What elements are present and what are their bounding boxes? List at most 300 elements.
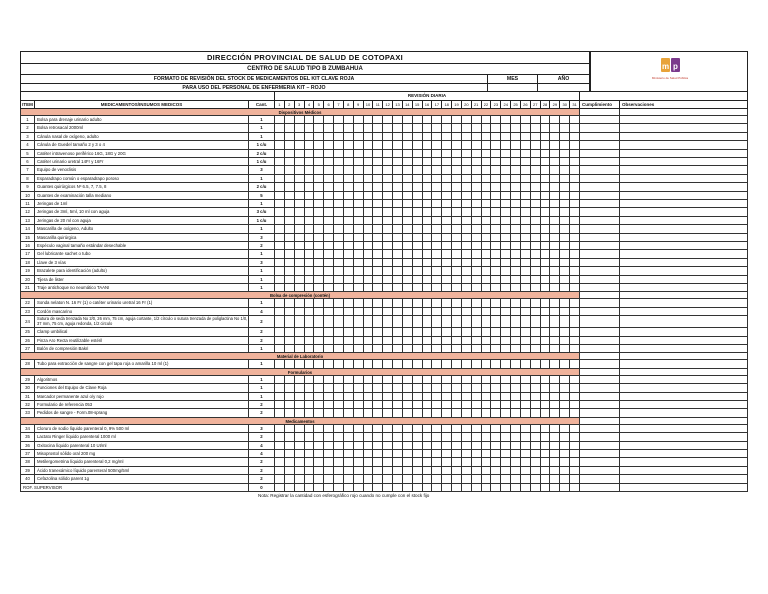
day-check-cell[interactable] — [462, 450, 472, 458]
day-check-cell[interactable] — [364, 234, 374, 242]
day-check-cell[interactable] — [482, 384, 492, 392]
compliance-cell[interactable] — [580, 133, 620, 141]
compliance-cell[interactable] — [580, 225, 620, 233]
day-check-cell[interactable] — [275, 345, 285, 353]
day-check-cell[interactable] — [482, 116, 492, 124]
day-check-cell[interactable] — [482, 242, 492, 250]
day-check-cell[interactable] — [472, 328, 482, 336]
day-check-cell[interactable] — [324, 360, 334, 368]
day-check-cell[interactable] — [275, 475, 285, 483]
day-check-cell[interactable] — [550, 345, 560, 353]
day-check-cell[interactable] — [344, 267, 354, 275]
day-check-cell[interactable] — [550, 242, 560, 250]
day-check-cell[interactable] — [364, 225, 374, 233]
compliance-cell[interactable] — [580, 450, 620, 458]
day-check-cell[interactable] — [305, 467, 315, 475]
day-check-cell[interactable] — [432, 284, 442, 292]
day-check-cell[interactable] — [314, 299, 324, 307]
day-check-cell[interactable] — [334, 200, 344, 208]
day-check-cell[interactable] — [462, 401, 472, 409]
day-check-cell[interactable] — [501, 284, 511, 292]
day-check-cell[interactable] — [423, 192, 433, 200]
day-check-cell[interactable] — [314, 484, 324, 492]
day-check-cell[interactable] — [354, 217, 364, 225]
day-check-cell[interactable] — [324, 442, 334, 450]
day-check-cell[interactable] — [541, 360, 551, 368]
day-check-cell[interactable] — [324, 484, 334, 492]
day-check-cell[interactable] — [570, 393, 580, 401]
day-check-cell[interactable] — [432, 442, 442, 450]
day-check-cell[interactable] — [334, 393, 344, 401]
day-check-cell[interactable] — [491, 299, 501, 307]
day-check-cell[interactable] — [383, 259, 393, 267]
day-check-cell[interactable] — [275, 192, 285, 200]
day-check-cell[interactable] — [570, 208, 580, 216]
day-check-cell[interactable] — [521, 376, 531, 384]
day-check-cell[interactable] — [364, 376, 374, 384]
day-check-cell[interactable] — [432, 484, 442, 492]
day-check-cell[interactable] — [324, 337, 334, 345]
day-check-cell[interactable] — [413, 150, 423, 158]
compliance-cell[interactable] — [580, 116, 620, 124]
day-check-cell[interactable] — [344, 393, 354, 401]
day-check-cell[interactable] — [413, 259, 423, 267]
day-check-cell[interactable] — [285, 116, 295, 124]
day-check-cell[interactable] — [344, 409, 354, 417]
compliance-cell[interactable] — [580, 124, 620, 132]
compliance-cell[interactable] — [580, 175, 620, 183]
day-check-cell[interactable] — [501, 124, 511, 132]
observations-cell[interactable] — [620, 200, 748, 208]
day-check-cell[interactable] — [472, 442, 482, 450]
day-check-cell[interactable] — [541, 217, 551, 225]
day-check-cell[interactable] — [314, 200, 324, 208]
observations-cell[interactable] — [620, 284, 748, 292]
day-check-cell[interactable] — [432, 242, 442, 250]
year-field[interactable] — [538, 84, 590, 92]
compliance-cell[interactable] — [580, 267, 620, 275]
day-check-cell[interactable] — [373, 166, 383, 174]
day-check-cell[interactable] — [373, 200, 383, 208]
day-check-cell[interactable] — [452, 133, 462, 141]
day-check-cell[interactable] — [550, 150, 560, 158]
day-check-cell[interactable] — [472, 208, 482, 216]
day-check-cell[interactable] — [344, 158, 354, 166]
day-check-cell[interactable] — [472, 450, 482, 458]
day-check-cell[interactable] — [413, 284, 423, 292]
day-check-cell[interactable] — [324, 467, 334, 475]
day-check-cell[interactable] — [403, 316, 413, 328]
day-check-cell[interactable] — [393, 234, 403, 242]
day-check-cell[interactable] — [521, 242, 531, 250]
day-check-cell[interactable] — [413, 250, 423, 258]
day-check-cell[interactable] — [560, 316, 570, 328]
day-check-cell[interactable] — [531, 141, 541, 149]
day-check-cell[interactable] — [373, 183, 383, 191]
day-check-cell[interactable] — [344, 141, 354, 149]
day-check-cell[interactable] — [462, 250, 472, 258]
day-check-cell[interactable] — [541, 141, 551, 149]
day-check-cell[interactable] — [560, 458, 570, 466]
day-check-cell[interactable] — [403, 337, 413, 345]
day-check-cell[interactable] — [324, 225, 334, 233]
day-check-cell[interactable] — [511, 183, 521, 191]
day-check-cell[interactable] — [570, 484, 580, 492]
day-check-cell[interactable] — [285, 337, 295, 345]
day-check-cell[interactable] — [314, 150, 324, 158]
day-check-cell[interactable] — [423, 150, 433, 158]
day-check-cell[interactable] — [344, 183, 354, 191]
day-check-cell[interactable] — [393, 328, 403, 336]
day-check-cell[interactable] — [373, 433, 383, 441]
day-check-cell[interactable] — [344, 316, 354, 328]
day-check-cell[interactable] — [491, 175, 501, 183]
day-check-cell[interactable] — [511, 376, 521, 384]
day-check-cell[interactable] — [472, 475, 482, 483]
day-check-cell[interactable] — [334, 467, 344, 475]
day-check-cell[interactable] — [531, 458, 541, 466]
day-check-cell[interactable] — [324, 409, 334, 417]
day-check-cell[interactable] — [531, 158, 541, 166]
day-check-cell[interactable] — [324, 124, 334, 132]
observations-cell[interactable] — [620, 442, 748, 450]
day-check-cell[interactable] — [511, 259, 521, 267]
day-check-cell[interactable] — [403, 124, 413, 132]
compliance-cell[interactable] — [580, 442, 620, 450]
day-check-cell[interactable] — [482, 458, 492, 466]
day-check-cell[interactable] — [305, 328, 315, 336]
day-check-cell[interactable] — [511, 316, 521, 328]
day-check-cell[interactable] — [541, 442, 551, 450]
day-check-cell[interactable] — [531, 401, 541, 409]
day-check-cell[interactable] — [560, 133, 570, 141]
observations-cell[interactable] — [620, 450, 748, 458]
day-check-cell[interactable] — [403, 299, 413, 307]
day-check-cell[interactable] — [521, 166, 531, 174]
day-check-cell[interactable] — [403, 192, 413, 200]
day-check-cell[interactable] — [334, 345, 344, 353]
day-check-cell[interactable] — [452, 267, 462, 275]
day-check-cell[interactable] — [285, 175, 295, 183]
day-check-cell[interactable] — [501, 360, 511, 368]
day-check-cell[interactable] — [413, 166, 423, 174]
day-check-cell[interactable] — [344, 475, 354, 483]
day-check-cell[interactable] — [403, 267, 413, 275]
day-check-cell[interactable] — [275, 433, 285, 441]
day-check-cell[interactable] — [560, 116, 570, 124]
day-check-cell[interactable] — [324, 200, 334, 208]
day-check-cell[interactable] — [383, 124, 393, 132]
day-check-cell[interactable] — [285, 250, 295, 258]
day-check-cell[interactable] — [521, 175, 531, 183]
day-check-cell[interactable] — [531, 433, 541, 441]
day-check-cell[interactable] — [334, 475, 344, 483]
day-check-cell[interactable] — [295, 133, 305, 141]
day-check-cell[interactable] — [403, 250, 413, 258]
observations-cell[interactable] — [620, 433, 748, 441]
day-check-cell[interactable] — [373, 175, 383, 183]
day-check-cell[interactable] — [354, 458, 364, 466]
day-check-cell[interactable] — [560, 200, 570, 208]
day-check-cell[interactable] — [442, 183, 452, 191]
day-check-cell[interactable] — [442, 475, 452, 483]
day-check-cell[interactable] — [344, 345, 354, 353]
day-check-cell[interactable] — [462, 133, 472, 141]
compliance-cell[interactable] — [580, 337, 620, 345]
day-check-cell[interactable] — [462, 116, 472, 124]
day-check-cell[interactable] — [452, 308, 462, 316]
day-check-cell[interactable] — [560, 401, 570, 409]
day-check-cell[interactable] — [541, 175, 551, 183]
day-check-cell[interactable] — [570, 442, 580, 450]
day-check-cell[interactable] — [482, 467, 492, 475]
day-check-cell[interactable] — [383, 225, 393, 233]
day-check-cell[interactable] — [354, 175, 364, 183]
day-check-cell[interactable] — [521, 208, 531, 216]
day-check-cell[interactable] — [383, 475, 393, 483]
day-check-cell[interactable] — [432, 308, 442, 316]
day-check-cell[interactable] — [354, 259, 364, 267]
day-check-cell[interactable] — [383, 116, 393, 124]
day-check-cell[interactable] — [295, 259, 305, 267]
day-check-cell[interactable] — [364, 141, 374, 149]
day-check-cell[interactable] — [314, 458, 324, 466]
day-check-cell[interactable] — [491, 259, 501, 267]
day-check-cell[interactable] — [570, 133, 580, 141]
day-check-cell[interactable] — [570, 267, 580, 275]
day-check-cell[interactable] — [373, 401, 383, 409]
day-check-cell[interactable] — [511, 337, 521, 345]
day-check-cell[interactable] — [393, 299, 403, 307]
day-check-cell[interactable] — [560, 234, 570, 242]
day-check-cell[interactable] — [354, 150, 364, 158]
day-check-cell[interactable] — [393, 442, 403, 450]
day-check-cell[interactable] — [344, 124, 354, 132]
day-check-cell[interactable] — [403, 116, 413, 124]
day-check-cell[interactable] — [295, 328, 305, 336]
day-check-cell[interactable] — [373, 299, 383, 307]
day-check-cell[interactable] — [531, 376, 541, 384]
day-check-cell[interactable] — [570, 276, 580, 284]
day-check-cell[interactable] — [501, 217, 511, 225]
day-check-cell[interactable] — [570, 360, 580, 368]
day-check-cell[interactable] — [383, 133, 393, 141]
day-check-cell[interactable] — [295, 433, 305, 441]
day-check-cell[interactable] — [403, 401, 413, 409]
day-check-cell[interactable] — [550, 158, 560, 166]
day-check-cell[interactable] — [275, 425, 285, 433]
day-check-cell[interactable] — [334, 158, 344, 166]
day-check-cell[interactable] — [521, 267, 531, 275]
day-check-cell[interactable] — [511, 124, 521, 132]
day-check-cell[interactable] — [452, 328, 462, 336]
day-check-cell[interactable] — [560, 384, 570, 392]
day-check-cell[interactable] — [560, 308, 570, 316]
day-check-cell[interactable] — [423, 200, 433, 208]
day-check-cell[interactable] — [472, 217, 482, 225]
day-check-cell[interactable] — [482, 401, 492, 409]
day-check-cell[interactable] — [344, 299, 354, 307]
day-check-cell[interactable] — [295, 267, 305, 275]
day-check-cell[interactable] — [570, 259, 580, 267]
compliance-cell[interactable] — [580, 183, 620, 191]
day-check-cell[interactable] — [334, 384, 344, 392]
day-check-cell[interactable] — [383, 450, 393, 458]
day-check-cell[interactable] — [511, 175, 521, 183]
day-check-cell[interactable] — [373, 284, 383, 292]
day-check-cell[interactable] — [570, 242, 580, 250]
day-check-cell[interactable] — [570, 450, 580, 458]
day-check-cell[interactable] — [354, 376, 364, 384]
day-check-cell[interactable] — [285, 158, 295, 166]
day-check-cell[interactable] — [521, 308, 531, 316]
day-check-cell[interactable] — [324, 242, 334, 250]
day-check-cell[interactable] — [511, 299, 521, 307]
day-check-cell[interactable] — [334, 166, 344, 174]
day-check-cell[interactable] — [364, 267, 374, 275]
day-check-cell[interactable] — [432, 299, 442, 307]
day-check-cell[interactable] — [472, 458, 482, 466]
day-check-cell[interactable] — [364, 284, 374, 292]
day-check-cell[interactable] — [472, 384, 482, 392]
day-check-cell[interactable] — [462, 337, 472, 345]
observations-cell[interactable] — [620, 384, 748, 392]
observations-cell[interactable] — [620, 141, 748, 149]
day-check-cell[interactable] — [305, 183, 315, 191]
day-check-cell[interactable] — [324, 376, 334, 384]
day-check-cell[interactable] — [442, 484, 452, 492]
day-check-cell[interactable] — [511, 150, 521, 158]
day-check-cell[interactable] — [383, 208, 393, 216]
day-check-cell[interactable] — [393, 376, 403, 384]
observations-cell[interactable] — [620, 401, 748, 409]
day-check-cell[interactable] — [423, 442, 433, 450]
day-check-cell[interactable] — [442, 217, 452, 225]
day-check-cell[interactable] — [275, 316, 285, 328]
day-check-cell[interactable] — [511, 242, 521, 250]
day-check-cell[interactable] — [423, 384, 433, 392]
day-check-cell[interactable] — [432, 158, 442, 166]
day-check-cell[interactable] — [462, 384, 472, 392]
day-check-cell[interactable] — [354, 242, 364, 250]
day-check-cell[interactable] — [314, 116, 324, 124]
day-check-cell[interactable] — [432, 150, 442, 158]
day-check-cell[interactable] — [285, 234, 295, 242]
day-check-cell[interactable] — [423, 475, 433, 483]
day-check-cell[interactable] — [285, 442, 295, 450]
day-check-cell[interactable] — [324, 401, 334, 409]
day-check-cell[interactable] — [383, 166, 393, 174]
day-check-cell[interactable] — [285, 183, 295, 191]
day-check-cell[interactable] — [462, 345, 472, 353]
day-check-cell[interactable] — [560, 259, 570, 267]
day-check-cell[interactable] — [275, 284, 285, 292]
day-check-cell[interactable] — [334, 458, 344, 466]
day-check-cell[interactable] — [373, 217, 383, 225]
day-check-cell[interactable] — [285, 433, 295, 441]
observations-cell[interactable] — [620, 166, 748, 174]
day-check-cell[interactable] — [354, 299, 364, 307]
compliance-cell[interactable] — [580, 475, 620, 483]
day-check-cell[interactable] — [442, 337, 452, 345]
day-check-cell[interactable] — [403, 308, 413, 316]
day-check-cell[interactable] — [570, 308, 580, 316]
day-check-cell[interactable] — [305, 141, 315, 149]
day-check-cell[interactable] — [295, 217, 305, 225]
day-check-cell[interactable] — [541, 401, 551, 409]
day-check-cell[interactable] — [295, 208, 305, 216]
day-check-cell[interactable] — [452, 158, 462, 166]
day-check-cell[interactable] — [550, 484, 560, 492]
day-check-cell[interactable] — [285, 360, 295, 368]
day-check-cell[interactable] — [482, 316, 492, 328]
day-check-cell[interactable] — [511, 250, 521, 258]
day-check-cell[interactable] — [334, 124, 344, 132]
day-check-cell[interactable] — [442, 345, 452, 353]
compliance-cell[interactable] — [580, 393, 620, 401]
day-check-cell[interactable] — [403, 208, 413, 216]
day-check-cell[interactable] — [423, 250, 433, 258]
day-check-cell[interactable] — [403, 150, 413, 158]
day-check-cell[interactable] — [432, 467, 442, 475]
day-check-cell[interactable] — [393, 467, 403, 475]
day-check-cell[interactable] — [364, 259, 374, 267]
day-check-cell[interactable] — [521, 116, 531, 124]
day-check-cell[interactable] — [452, 242, 462, 250]
day-check-cell[interactable] — [550, 250, 560, 258]
day-check-cell[interactable] — [285, 284, 295, 292]
day-check-cell[interactable] — [501, 133, 511, 141]
day-check-cell[interactable] — [383, 308, 393, 316]
day-check-cell[interactable] — [472, 124, 482, 132]
day-check-cell[interactable] — [432, 200, 442, 208]
day-check-cell[interactable] — [531, 267, 541, 275]
day-check-cell[interactable] — [413, 133, 423, 141]
day-check-cell[interactable] — [491, 158, 501, 166]
observations-cell[interactable] — [620, 458, 748, 466]
day-check-cell[interactable] — [305, 242, 315, 250]
day-check-cell[interactable] — [305, 208, 315, 216]
day-check-cell[interactable] — [452, 450, 462, 458]
day-check-cell[interactable] — [501, 116, 511, 124]
day-check-cell[interactable] — [423, 345, 433, 353]
day-check-cell[interactable] — [482, 376, 492, 384]
day-check-cell[interactable] — [373, 360, 383, 368]
day-check-cell[interactable] — [305, 192, 315, 200]
day-check-cell[interactable] — [305, 234, 315, 242]
day-check-cell[interactable] — [344, 328, 354, 336]
day-check-cell[interactable] — [275, 276, 285, 284]
day-check-cell[interactable] — [324, 175, 334, 183]
day-check-cell[interactable] — [413, 192, 423, 200]
day-check-cell[interactable] — [295, 299, 305, 307]
day-check-cell[interactable] — [393, 116, 403, 124]
day-check-cell[interactable] — [531, 284, 541, 292]
day-check-cell[interactable] — [550, 217, 560, 225]
day-check-cell[interactable] — [541, 433, 551, 441]
day-check-cell[interactable] — [334, 299, 344, 307]
day-check-cell[interactable] — [285, 166, 295, 174]
day-check-cell[interactable] — [501, 401, 511, 409]
day-check-cell[interactable] — [314, 475, 324, 483]
day-check-cell[interactable] — [403, 158, 413, 166]
day-check-cell[interactable] — [452, 234, 462, 242]
day-check-cell[interactable] — [501, 200, 511, 208]
day-check-cell[interactable] — [324, 284, 334, 292]
day-check-cell[interactable] — [541, 345, 551, 353]
day-check-cell[interactable] — [501, 384, 511, 392]
day-check-cell[interactable] — [285, 393, 295, 401]
